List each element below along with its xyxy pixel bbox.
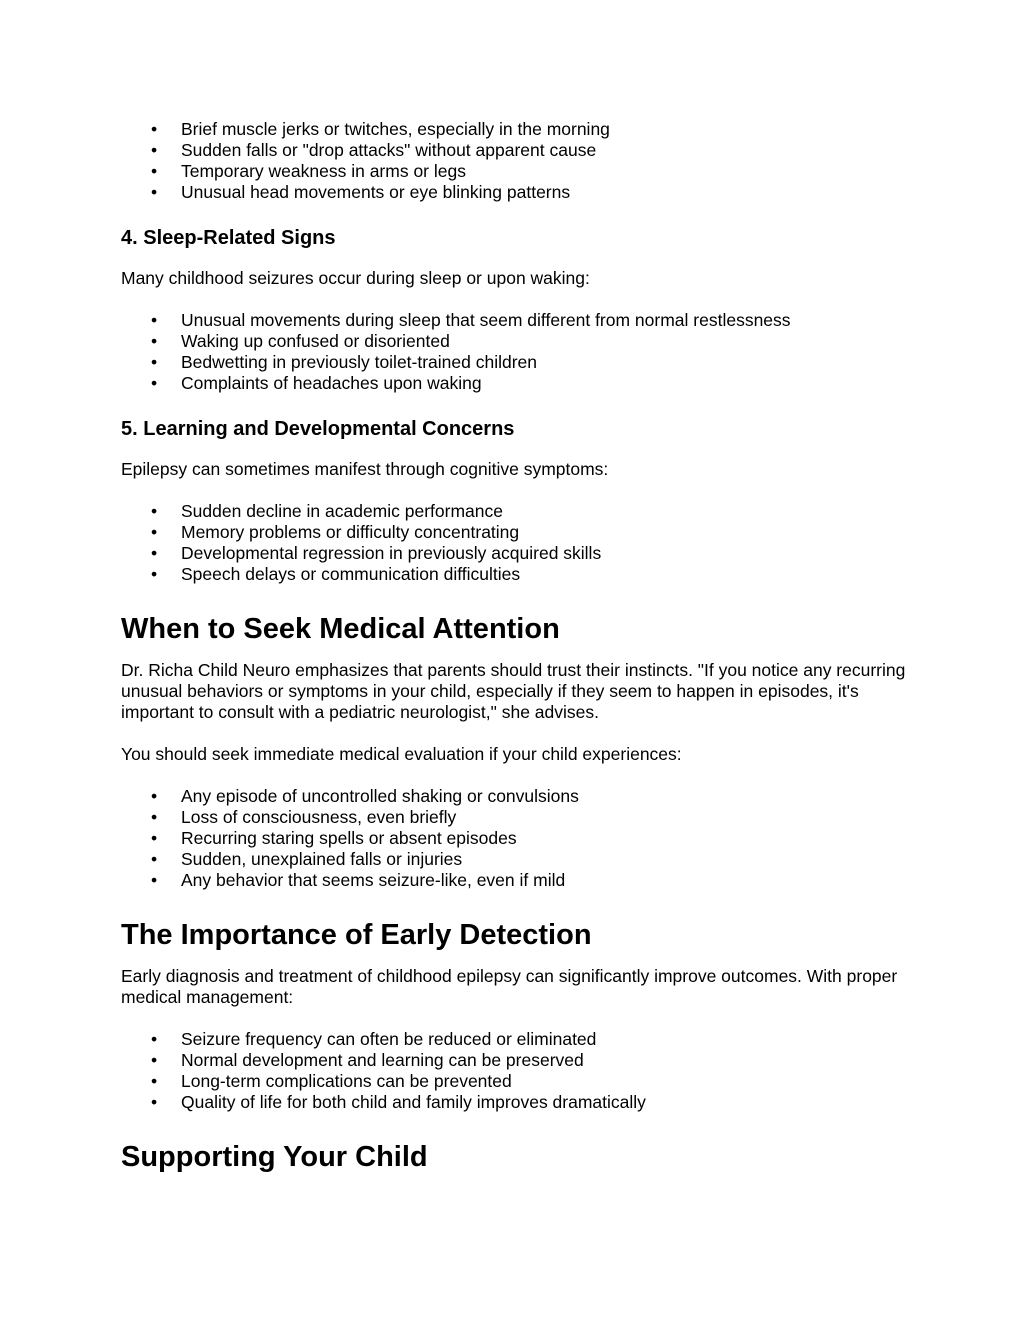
list-item: • Sudden decline in academic performance	[121, 501, 911, 522]
learning-heading: 5. Learning and Developmental Concerns	[121, 418, 515, 440]
document-page	[121, 119, 911, 1174]
list-item: • Sudden falls or "drop attacks" without apparent cause	[121, 140, 911, 161]
list-item: • Memory problems or difficulty concentrating	[121, 522, 911, 543]
list-item: • Waking up confused or disoriented	[121, 331, 911, 352]
list-item: • Long-term complications can be prevented	[121, 1071, 911, 1092]
list-item: • Any episode of uncontrolled shaking or convulsions	[121, 786, 911, 807]
early-list	[121, 1029, 911, 1113]
list-item: • Complaints of headaches upon waking	[121, 373, 911, 394]
list-item: • Any behavior that seems seizure-like, even if mild	[121, 870, 911, 891]
list-item: • Brief muscle jerks or twitches, especially in the morning	[121, 119, 911, 140]
early-heading: The Importance of Early Detection	[121, 919, 592, 951]
list-item: • Seizure frequency can often be reduced or eliminated	[121, 1029, 911, 1050]
sleep-heading: 4. Sleep-Related Signs	[121, 227, 336, 249]
medical-paragraph: Dr. Richa Child Neuro emphasizes that parents should trust their instincts. "If you notice any recurring unusual behaviors or symptoms in your child, especially if they seem to happen in episodes, it's important to consult with a pediatric neurologist," she advises.	[121, 660, 906, 722]
list-item: • Sudden, unexplained falls or injuries	[121, 849, 911, 870]
list-item: • Loss of consciousness, even briefly	[121, 807, 911, 828]
medical-heading: When to Seek Medical Attention	[121, 613, 560, 645]
list-item: • Quality of life for both child and family improves dramatically	[121, 1092, 911, 1113]
list-item: • Developmental regression in previously acquired skills	[121, 543, 911, 564]
list-item: • Normal development and learning can be preserved	[121, 1050, 911, 1071]
sleep-list	[121, 310, 911, 394]
medical-list	[121, 786, 911, 891]
list-item: • Bedwetting in previously toilet-trained children	[121, 352, 911, 373]
support-heading: Supporting Your Child	[121, 1141, 428, 1173]
list-top	[121, 119, 911, 203]
list-item: • Recurring staring spells or absent episodes	[121, 828, 911, 849]
list-item: • Unusual movements during sleep that seem different from normal restlessness	[121, 310, 911, 331]
learning-list	[121, 501, 911, 585]
medical-intro: You should seek immediate medical evaluation if your child experiences:	[121, 744, 682, 764]
list-item: • Speech delays or communication difficulties	[121, 564, 911, 585]
early-paragraph: Early diagnosis and treatment of childhood epilepsy can significantly improve outcomes. With proper medical management:	[121, 966, 898, 1007]
list-item: • Temporary weakness in arms or legs	[121, 161, 911, 182]
list-item: • Unusual head movements or eye blinking patterns	[121, 182, 911, 203]
sleep-intro: Many childhood seizures occur during sleep or upon waking:	[121, 268, 590, 288]
learning-intro: Epilepsy can sometimes manifest through cognitive symptoms:	[121, 459, 609, 479]
